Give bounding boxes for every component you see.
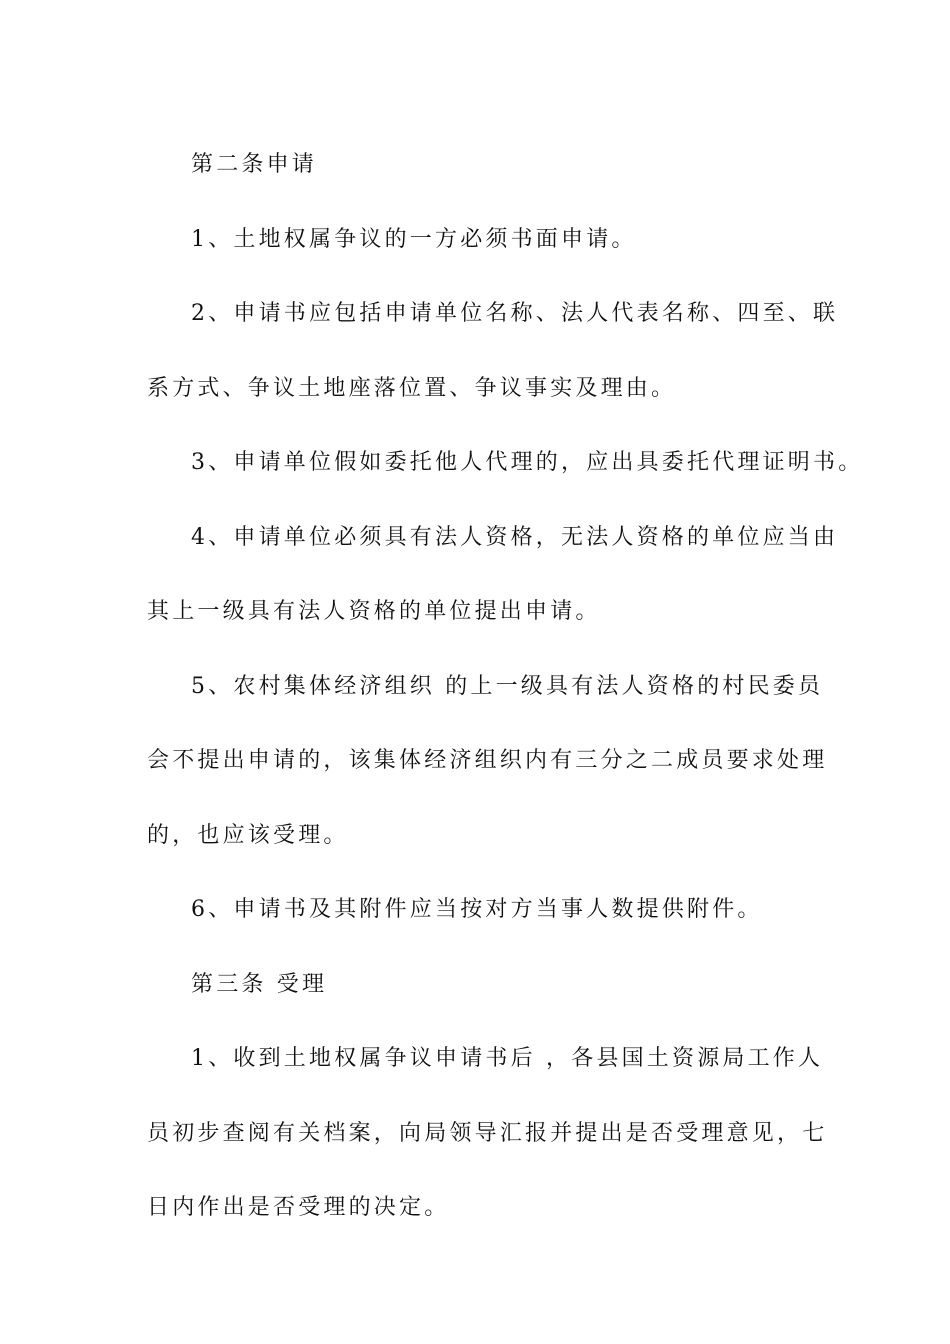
document-body [147,128,864,1246]
paragraph-line: 日内作出是否受理的决定。 [147,1195,450,1220]
paragraph-line: 3、申请单位假如委托他人代理的，应出具委托代理证明书。 [191,450,864,475]
paragraph-line: 4、申请单位必须具有法人资格，无法人资格的单位应当由 [191,524,839,550]
paragraph-line: 会不提出申请的，该集体经济组织内有三分之二成员要求处理 [147,748,828,773]
paragraph-line: 1、土地权属争议的一方必须书面申请。 [191,226,637,252]
paragraph-line: 1、收到土地权属争议申请书后 ，各县国土资源局工作人 [191,1046,824,1071]
paragraph-line: 的，也应该受理。 [147,822,349,848]
paragraph-line: 员初步查阅有关档案，向局领导汇报并提出是否受理意见，七 [147,1120,828,1146]
section-heading-acceptance: 第三条 受理 [191,971,328,997]
paragraph-line: 系方式、争议土地座落位置、争议事实及理由。 [147,375,677,401]
paragraph-line: 6、申请书及其附件应当按对方当事人数提供附件。 [191,897,763,922]
section-heading-application: 第二条申请 [191,152,318,177]
paragraph-line: 2、申请书应包括申请单位名称、法人代表名称、四至、联 [191,301,839,326]
paragraph-line: 5、农村集体经济组织 的上一级具有法人资格的村民委员 [191,673,824,699]
paragraph-line: 其上一级具有法人资格的单位提出申请。 [147,599,601,624]
